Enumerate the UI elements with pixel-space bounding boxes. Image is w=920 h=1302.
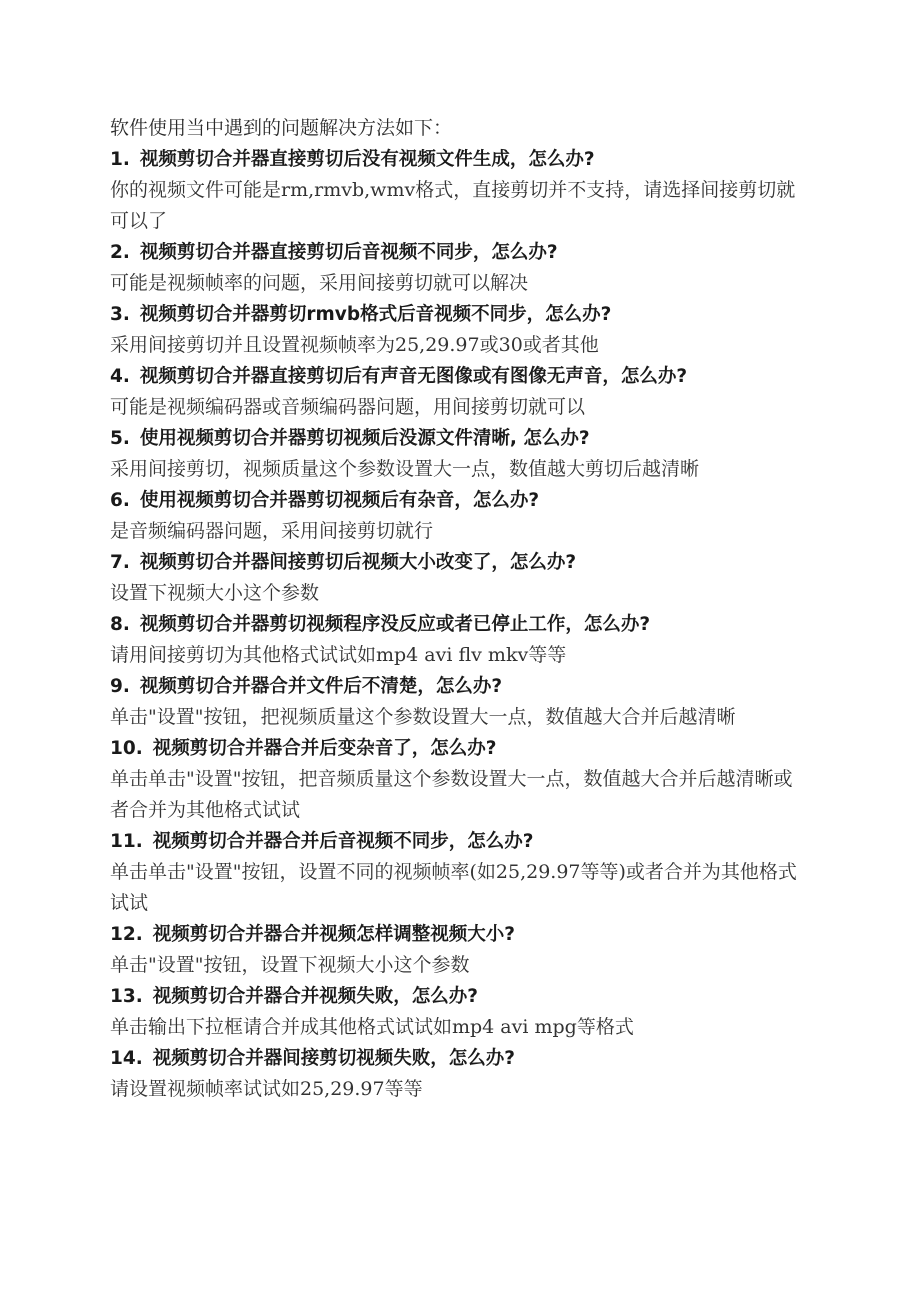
answer-text: 单击单击"设置"按钮，把音频质量这个参数设置大一点，数值越大合并后越清晰或者合并为其他格式试试 — [110, 768, 793, 821]
question-heading — [110, 981, 810, 1012]
question-text: 视频剪切合并器剪切rmvb格式后音视频不同步，怎么办? — [139, 304, 612, 325]
answer-text: 请设置视频帧率试试如25,29.97等等 — [110, 1078, 423, 1100]
question-number: 10. — [110, 738, 143, 759]
question-text: 视频剪切合并器直接剪切后有声音无图像或有图像无声音，怎么办? — [139, 366, 688, 387]
answer-text: 是音频编码器问题，采用间接剪切就行 — [110, 520, 434, 542]
question-heading — [110, 733, 810, 764]
question-heading — [110, 485, 810, 516]
question-text: 视频剪切合并器合并文件后不清楚，怎么办? — [139, 676, 503, 697]
qa-item — [110, 826, 810, 919]
qa-item — [110, 671, 810, 733]
question-number: 2. — [110, 242, 130, 263]
question-number: 12. — [110, 924, 143, 945]
question-number: 9. — [110, 676, 130, 697]
question-number: 5. — [110, 428, 130, 449]
question-heading — [110, 1043, 810, 1074]
answer-text: 你的视频文件可能是rm,rmvb,wmv格式，直接剪切并不支持，请选择间接剪切就可以了 — [110, 179, 796, 232]
question-heading — [110, 919, 810, 950]
question-text: 视频剪切合并器合并视频失败，怎么办? — [152, 986, 479, 1007]
answer-text: 采用间接剪切并且设置视频帧率为25,29.97或30或者其他 — [110, 334, 599, 356]
qa-item — [110, 609, 810, 671]
question-text: 视频剪切合并器直接剪切后音视频不同步，怎么办? — [139, 242, 558, 263]
qa-item — [110, 919, 810, 981]
qa-item — [110, 1043, 810, 1105]
qa-item — [110, 547, 810, 609]
question-number: 8. — [110, 614, 130, 635]
question-text: 视频剪切合并器间接剪切后视频大小改变了，怎么办? — [139, 552, 577, 573]
qa-list — [110, 144, 810, 1105]
qa-item — [110, 299, 810, 361]
question-heading — [110, 671, 810, 702]
answer-text: 单击单击"设置"按钮，设置不同的视频帧率(如25,29.97等等)或者合并为其他格式试试 — [110, 861, 797, 914]
question-number: 13. — [110, 986, 143, 1007]
question-number: 6. — [110, 490, 130, 511]
qa-item — [110, 144, 810, 237]
question-text: 视频剪切合并器合并后变杂音了，怎么办? — [152, 738, 497, 759]
question-heading — [110, 144, 810, 175]
answer-text: 可能是视频帧率的问题，采用间接剪切就可以解决 — [110, 272, 529, 294]
question-heading — [110, 237, 810, 268]
answer-text: 单击"设置"按钮，把视频质量这个参数设置大一点，数值越大合并后越清晰 — [110, 706, 736, 728]
question-text: 使用视频剪切合并器剪切视频后没源文件清晰, 怎么办? — [139, 428, 590, 449]
qa-item — [110, 361, 810, 423]
question-text: 视频剪切合并器合并视频怎样调整视频大小? — [152, 924, 516, 945]
qa-item — [110, 485, 810, 547]
question-text: 使用视频剪切合并器剪切视频后有杂音，怎么办? — [139, 490, 540, 511]
question-number: 3. — [110, 304, 130, 325]
question-heading — [110, 547, 810, 578]
qa-item — [110, 423, 810, 485]
answer-text: 设置下视频大小这个参数 — [110, 582, 320, 604]
answer-text: 单击"设置"按钮，设置下视频大小这个参数 — [110, 954, 470, 976]
question-heading — [110, 423, 810, 454]
intro-text: 软件使用当中遇到的问题解决方法如下： — [110, 117, 453, 139]
qa-item — [110, 733, 810, 826]
answer-text: 请用间接剪切为其他格式试试如mp4 avi flv mkv等等 — [110, 644, 567, 666]
question-heading — [110, 609, 810, 640]
question-number: 7. — [110, 552, 130, 573]
answer-text: 可能是视频编码器或音频编码器问题，用间接剪切就可以 — [110, 396, 586, 418]
question-heading — [110, 361, 810, 392]
document-body — [110, 113, 810, 1105]
question-text: 视频剪切合并器间接剪切视频失败，怎么办? — [152, 1048, 516, 1069]
question-heading — [110, 826, 810, 857]
question-heading — [110, 299, 810, 330]
qa-item — [110, 237, 810, 299]
question-number: 4. — [110, 366, 130, 387]
question-text: 视频剪切合并器剪切视频程序没反应或者已停止工作，怎么办? — [139, 614, 651, 635]
question-number: 11. — [110, 831, 143, 852]
question-text: 视频剪切合并器直接剪切后没有视频文件生成，怎么办? — [139, 149, 595, 170]
question-text: 视频剪切合并器合并后音视频不同步，怎么办? — [152, 831, 534, 852]
answer-text: 单击输出下拉框请合并成其他格式试试如mp4 avi mpg等格式 — [110, 1016, 634, 1038]
answer-text: 采用间接剪切，视频质量这个参数设置大一点，数值越大剪切后越清晰 — [110, 458, 700, 480]
question-number: 14. — [110, 1048, 143, 1069]
question-number: 1. — [110, 149, 130, 170]
qa-item — [110, 981, 810, 1043]
